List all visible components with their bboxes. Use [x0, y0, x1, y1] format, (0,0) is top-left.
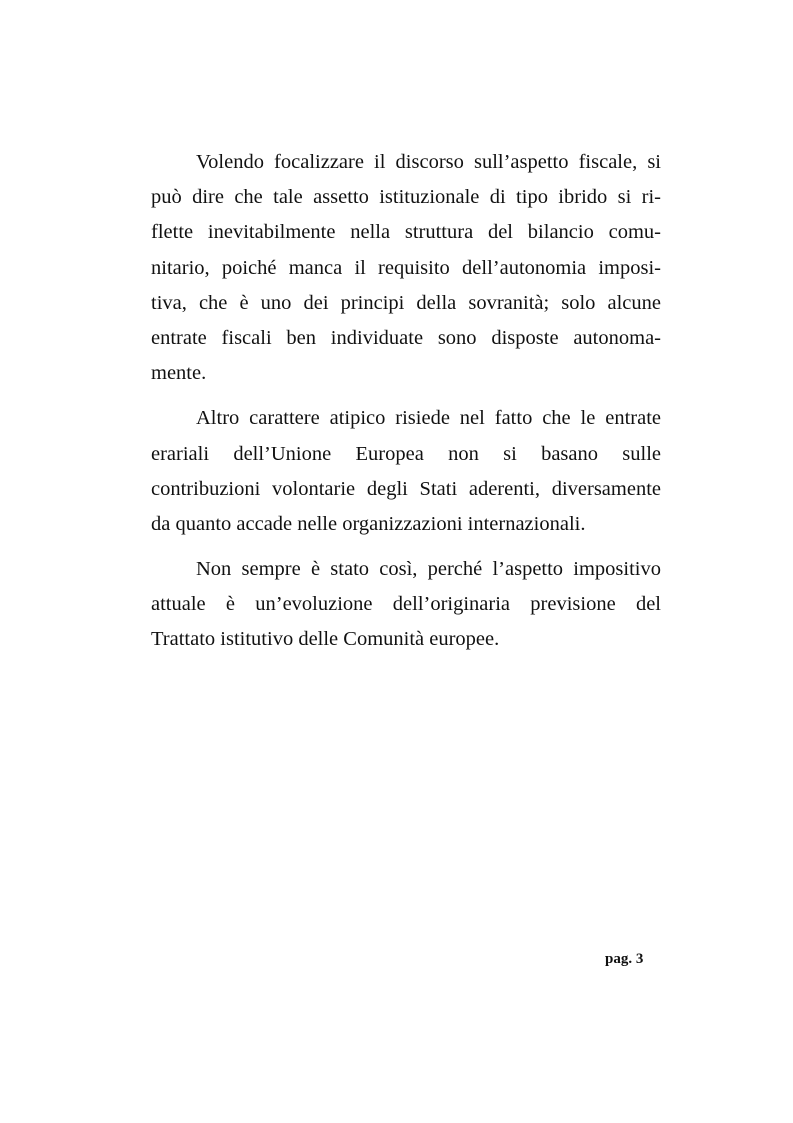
paragraph-line: Trattato istitutivo delle Comunità europee.	[151, 628, 500, 651]
paragraph-line: tiva, che è uno dei principi della sovranità; solo alcune	[151, 291, 661, 314]
paragraph-line: può dire che tale assetto istituzionale di tipo ibrido si ri-	[151, 186, 661, 209]
paragraph-3	[151, 552, 661, 658]
paragraph-line: nitario, poiché manca il requisito dell’autonomia imposi-	[151, 256, 661, 279]
paragraph-line: mente.	[151, 362, 207, 385]
paragraph-1	[151, 145, 661, 391]
paragraph-spacer	[151, 542, 661, 552]
paragraph-spacer	[151, 391, 661, 401]
paragraph-2	[151, 401, 661, 542]
body-text	[151, 145, 661, 658]
paragraph-line: contribuzioni volontarie degli Stati aderenti, diversamente	[151, 477, 661, 500]
paragraph-line: entrate fiscali ben individuate sono disposte autonoma-	[151, 326, 661, 349]
paragraph-line: da quanto accade nelle organizzazioni internazionali.	[151, 512, 586, 535]
paragraph-line: Altro carattere atipico risiede nel fatto che le entrate	[196, 407, 661, 430]
page-number: pag. 3	[605, 951, 644, 967]
paragraph-line: flette inevitabilmente nella struttura del bilancio comu-	[151, 221, 661, 244]
paragraph-line: erariali dell’Unione Europea non si basano sulle	[151, 442, 661, 465]
paragraph-line: attuale è un’evoluzione dell’originaria previsione del	[151, 593, 661, 616]
paragraph-line: Volendo focalizzare il discorso sull’aspetto fiscale, si	[196, 151, 661, 173]
paragraph-line: Non sempre è stato così, perché l’aspetto impositivo	[196, 558, 661, 581]
